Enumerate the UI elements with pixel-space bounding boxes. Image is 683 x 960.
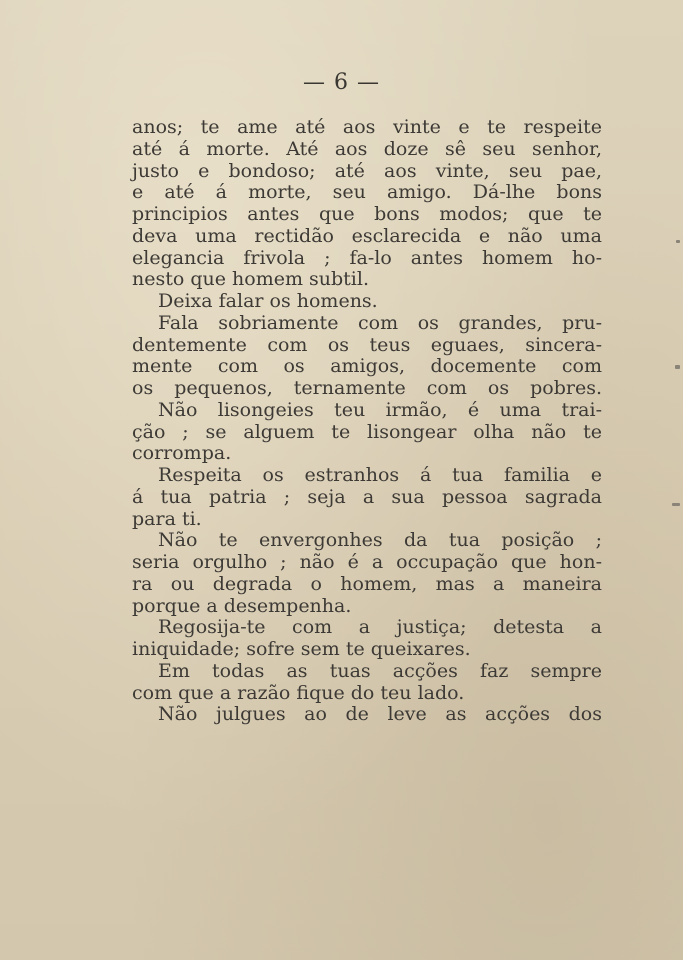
text-line: Regosija-te com a justiça; detesta a [158, 616, 602, 639]
body-text [132, 117, 602, 726]
text-line: ção ; se alguem te lisongear olha não te [132, 420, 602, 443]
text-line: deva uma rectidão esclarecida e não uma [132, 224, 602, 247]
text-line: os pequenos, ternamente com os pobres. [132, 377, 602, 399]
text-line: iniquidade; sofre sem te queixares. [132, 638, 471, 660]
text-line: justo e bondoso; até aos vinte, seu pae, [132, 159, 602, 182]
text-line: á tua patria ; seja a sua pessoa sagrada [132, 485, 602, 508]
text-line: nesto que homem subtil. [132, 268, 369, 291]
paper-speck [676, 240, 680, 243]
text-line: porque a desempenha. [132, 594, 352, 617]
text-line: Deixa falar os homens. [158, 290, 378, 312]
text-line: até á morte. Até aos doze sê seu senhor, [132, 137, 602, 160]
text-line: seria orgulho ; não é a occupação que hon- [132, 551, 602, 573]
text-line: mente com os amigos, docemente com [132, 355, 602, 378]
text-line: Não julgues ao de leve as acções dos [158, 703, 602, 726]
text-line: ra ou degrada o homem, mas a maneira [132, 572, 602, 595]
paper-speck [675, 365, 680, 369]
page-number: — 6 — [303, 70, 380, 95]
text-line: Em todas as tuas acções faz sempre [158, 659, 602, 682]
text-line: e até á morte, seu amigo. Dá-lhe bons [132, 181, 602, 204]
text-line: Respeita os estranhos á tua familia e [158, 464, 602, 486]
text-line: dentemente com os teus eguaes, sincera- [132, 333, 602, 356]
text-line: anos; te ame até aos vinte e te respeite [132, 116, 602, 138]
text-line: para ti. [132, 507, 202, 530]
text-line: Fala sobriamente com os grandes, pru- [158, 311, 602, 334]
text-line: Não te envergonhes da tua posição ; [158, 529, 602, 552]
text-line: corrompa. [132, 442, 232, 465]
paper-speck [672, 503, 680, 506]
text-line: Não lisongeies teu irmão, é uma trai- [158, 398, 602, 421]
text-line: com que a razão fique do teu lado. [132, 681, 465, 704]
text-line: principios antes que bons modos; que te [132, 203, 602, 225]
text-line: elegancia frivola ; fa-lo antes homem ho- [132, 246, 602, 269]
